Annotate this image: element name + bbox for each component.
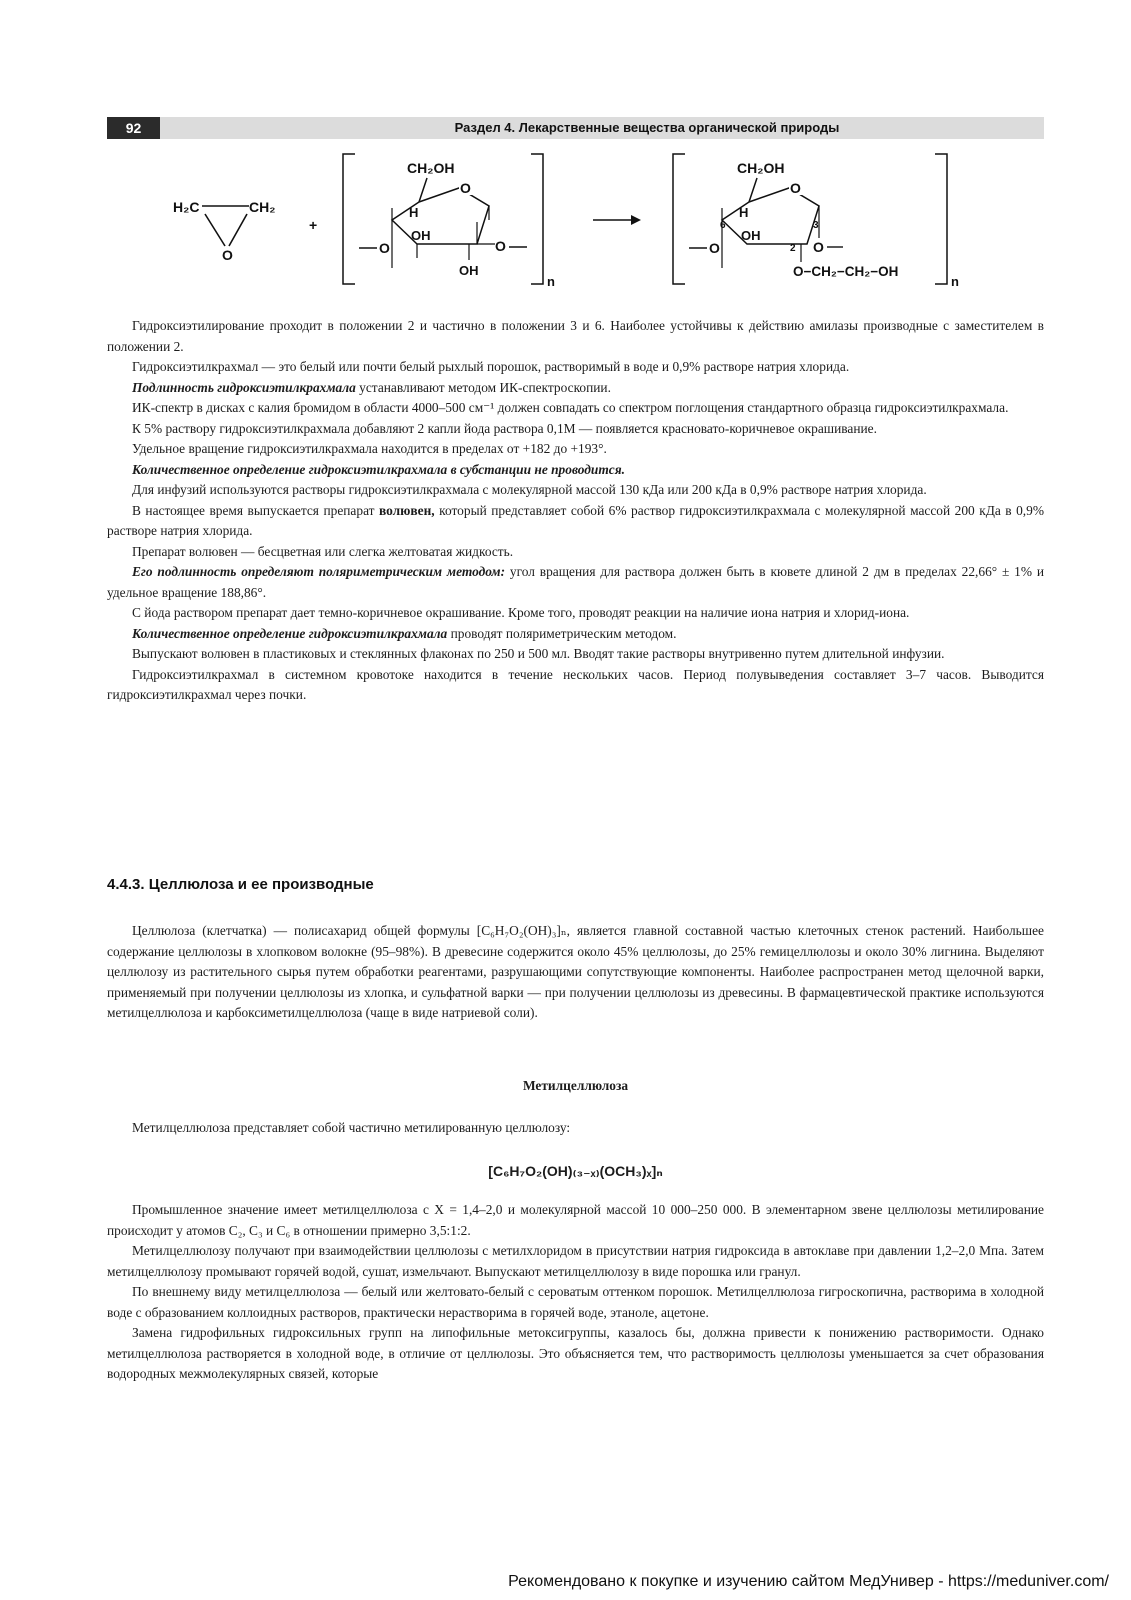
plus-sign: + bbox=[309, 217, 318, 233]
epoxide-right-label: CH₂ bbox=[249, 199, 276, 215]
text-block-cellulose bbox=[107, 921, 1044, 1024]
page-number: 92 bbox=[107, 117, 160, 139]
ch2oh-label: CH₂OH bbox=[407, 160, 455, 176]
page-header bbox=[107, 117, 1044, 139]
link-oxygen-left: O bbox=[379, 240, 390, 256]
paragraph bbox=[107, 624, 1044, 645]
paragraph: Метилцеллюлоза представляет собой частично метилированную целлюлозу: bbox=[132, 1120, 571, 1135]
hydroxyethyl-starch-unit bbox=[673, 154, 959, 289]
paragraph-rest: проводят поляриметрическим методом. bbox=[447, 625, 677, 641]
product-link-oxygen-left: O bbox=[709, 240, 720, 256]
paragraph: Выпускают волювен в пластиковых и стеклянных флаконах по 250 и 500 мл. Вводят такие растворы внутривенно путем длительной инфузии. bbox=[132, 646, 945, 661]
hydroxyethyl-chain: O−CH₂−CH₂−OH bbox=[793, 264, 899, 279]
ethylene-oxide bbox=[173, 199, 275, 263]
product-link-oxygen-right: O bbox=[813, 239, 824, 255]
link-oxygen-right: O bbox=[495, 238, 506, 254]
paragraph: Удельное вращение гидроксиэтилкрахмала находится в пределах от +182 до +193°. bbox=[132, 441, 607, 456]
epoxide-oxygen-label: O bbox=[222, 247, 233, 263]
subsection-heading: Метилцеллюлоза bbox=[522, 1078, 629, 1093]
paragraph: Для инфузий используются растворы гидроксиэтилкрахмала с молекулярной массой 130 кДа или 200 кДа в 0,9% растворе натрия хлорида. bbox=[132, 482, 927, 497]
ring-bottom-oh-label: OH bbox=[459, 263, 479, 278]
footer-note: Рекомендовано к покупке и изучению сайтом МедУнивер - https://meduniver.com/ bbox=[508, 1573, 1109, 1590]
section-title: Раздел 4. Лекарственные вещества органической природы bbox=[454, 120, 840, 135]
drug-name: волювен, bbox=[379, 502, 435, 518]
subscript-n: n bbox=[547, 274, 555, 289]
product-ch2oh-label: CH₂OH bbox=[737, 160, 785, 176]
paragraph: Метилцеллюлозу получают при взаимодействии целлюлозы с метилхлоридом в присутствии натрия гидроксида в автоклаве при давлении 1,2–2,0 Мпа. Затем метилцеллюлозу промывают горячей водой, сушат, измельчают. Выпускают метилцеллюлозу в виде порошка или гранул. bbox=[107, 1243, 1044, 1279]
paragraph: К 5% раствору гидроксиэтилкрахмала добавляют 2 капли йода раствора 0,1М — появляется красновато-коричневое окрашивание. bbox=[132, 420, 877, 436]
paragraph-part: В настоящее время выпускается препарат bbox=[132, 502, 380, 518]
paragraph bbox=[107, 378, 1044, 399]
starch-unit bbox=[343, 154, 555, 289]
epoxide-left-label: H₂C bbox=[173, 199, 200, 215]
ring-oh-label: OH bbox=[411, 228, 431, 243]
paragraph bbox=[107, 562, 1044, 603]
bold-lead: Подлинность гидроксиэтилкрахмала bbox=[132, 379, 356, 395]
paragraph: С йода раствором препарат дает темно-коричневое окрашивание. Кроме того, проводят реакции на наличие иона натрия и хлорид-иона. bbox=[132, 605, 910, 620]
paragraph bbox=[107, 501, 1044, 542]
product-ring-h: H bbox=[739, 205, 749, 220]
product-subscript-n: n bbox=[951, 274, 959, 289]
product-ring-oxygen: O bbox=[790, 180, 801, 196]
product-ring-oh: OH bbox=[741, 228, 761, 243]
bold-lead: Его подлинность определяют поляриметрическим методом: bbox=[132, 564, 506, 579]
text-block-methylcellulose bbox=[107, 1200, 1044, 1385]
paragraph: Количественное определение гидроксиэтилкрахмала в субстанции не проводится. bbox=[132, 461, 625, 477]
paragraph: Замена гидрофильных гидроксильных групп на липофильные метоксигруппы, казалось бы, должна привести к понижению растворимости. Однако метилцеллюлоза растворяется в холодной воде, в отличие от целлюлозы. Это объясняется тем, что растворимость целлюлозы уменьшается за счет образования водородных межмолекулярных связей, которые bbox=[107, 1325, 1044, 1381]
position-6: 6 bbox=[720, 220, 726, 231]
bold-lead: Количественное определение гидроксиэтилкрахмала bbox=[132, 625, 448, 641]
paragraph: По внешнему виду метилцеллюлоза — белый или желтовато-белый с сероватым оттенком порошок. Метилцеллюлоза гигроскопична, растворима в холодной воде с образованием коллоидных растворов, практически нерастворима в горячей воде, этаноле, ацетоне. bbox=[107, 1284, 1044, 1320]
paragraph: Гидроксиэтилкрахмал в системном кровотоке находится в течение нескольких часов. Период полувыведения составляет 3–7 часов. Выводится гидроксиэтилкрахмал через почки. bbox=[107, 666, 1044, 702]
methylcellulose-formula: [C₆H₇O₂(OH)₍₃₋ₓ₎(OCH₃)ₓ]ₙ bbox=[488, 1163, 663, 1179]
paragraph: Гидроксиэтилкрахмал — это белый или почти белый рыхлый порошок, растворимый в воде и 0,9% растворе натрия хлорида. bbox=[132, 359, 850, 374]
position-3: 3 bbox=[813, 220, 819, 231]
reaction-scheme bbox=[107, 148, 1044, 308]
paragraph: Промышленное значение имеет метилцеллюлоза с X = 1,4–2,0 и молекулярной массой 10 000–250 000. В элементарном звене целлюлозы метилирование происходит у атомов C₂, C₃ и C₆ в отношении примерно 3,5:1:2. bbox=[107, 1202, 1044, 1238]
text-block-hes bbox=[107, 316, 1044, 706]
text-block-mc-intro bbox=[107, 1118, 1044, 1139]
paragraph: Гидроксиэтилирование проходит в положении 2 и частично в положении 3 и 6. Наиболее устойчивы к действию амилазы производные с заместителем в положении 2. bbox=[107, 318, 1044, 354]
paragraph: Препарат волювен — бесцветная или слегка желтоватая жидкость. bbox=[132, 543, 514, 559]
position-2: 2 bbox=[790, 243, 796, 254]
paragraph: Целлюлоза (клетчатка) — полисахарид общей формулы [C₆H₇O₂(OH)₃]ₙ, является главной составной частью клеточных стенок растений. Наибольшее содержание целлюлозы в хлопковом волокне (95–98%). В древесине содержится около 45% целлюлозы, до 25% гемицеллюлозы и около 30% лигнина. Выделяют целлюлозу из растительного сырья путем обработки реагентами, разрушающими сопутствующие компоненты. Наиболее распространен метод щелочной варки, применяемый при получении целлюлозы из хлопка, и сульфатной варки — при получении целлюлозы из древесины. В фармацевтической практике используются метилцеллюлоза и карбоксиметилцеллюлоза (чаще в виде натриевой соли). bbox=[107, 923, 1044, 1020]
section-heading: 4.4.3. Целлюлоза и ее производные bbox=[107, 876, 374, 893]
ring-h-label: H bbox=[409, 205, 419, 220]
paragraph: ИК-спектр в дисках с калия бромидом в области 4000–500 см⁻¹ должен совпадать со спектром поглощения стандартного образца гидроксиэтилкрахмала. bbox=[132, 400, 1009, 415]
paragraph-rest: угол вращения для раствора должен быть в кювете длиной 2 дм в пределах 22,66° ± 1% и удельное вращение 188,86°. bbox=[107, 564, 1044, 600]
ring-oxygen-label: O bbox=[460, 180, 471, 196]
paragraph-part: который представляет собой 6% раствор гидроксиэтилкрахмала с молекулярной массой 200 кДа в 0,9% растворе натрия хлорида. bbox=[107, 502, 1044, 538]
paragraph-rest: устанавливают методом ИК-спектроскопии. bbox=[355, 379, 611, 395]
